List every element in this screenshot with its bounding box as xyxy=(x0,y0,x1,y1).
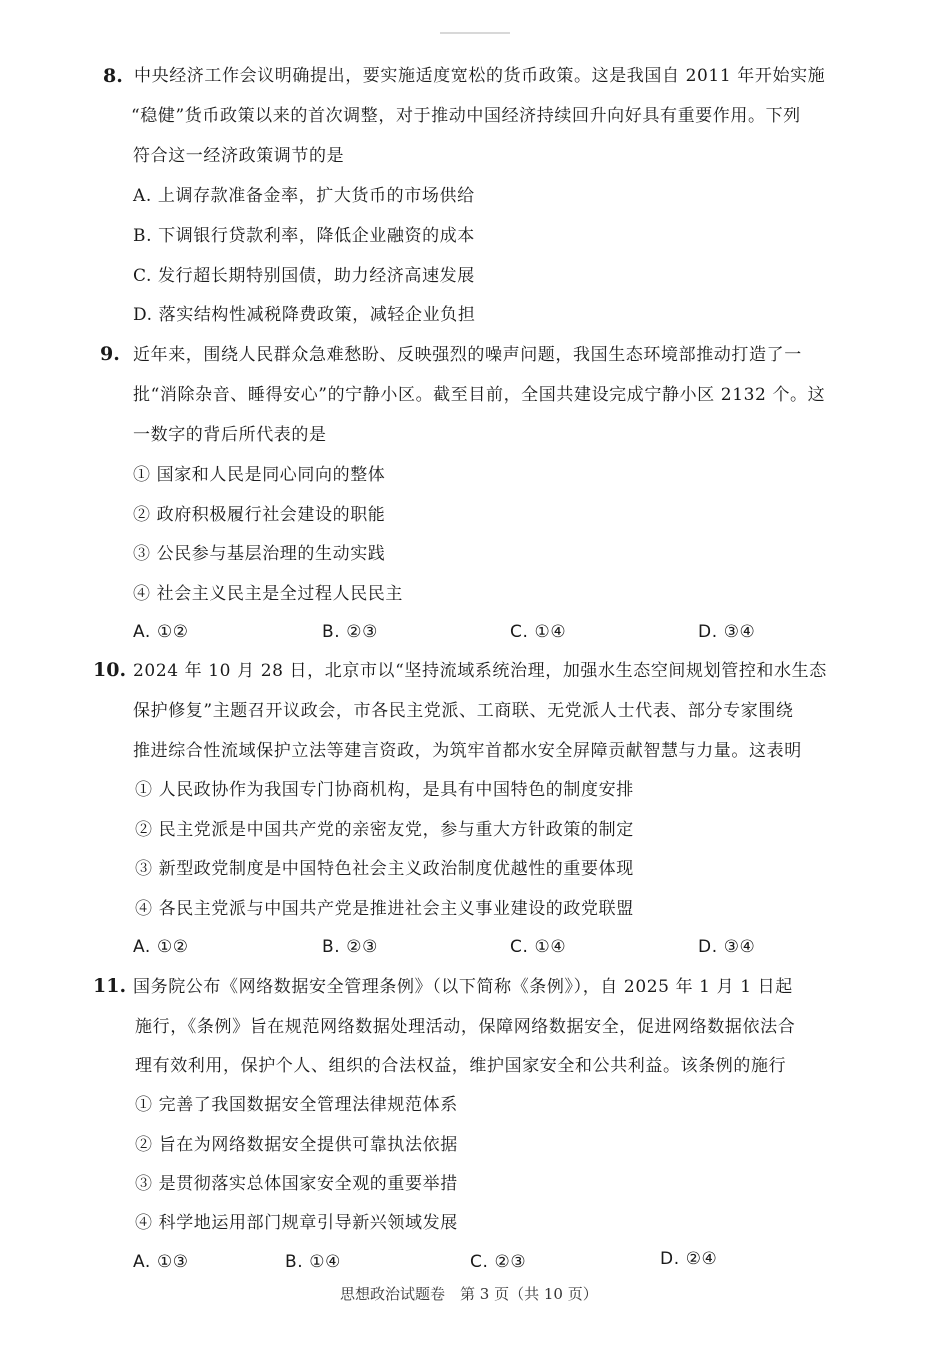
statement-1: ① 完善了我国数据安全管理法律规范体系 xyxy=(135,1095,458,1115)
statement-4: ④ 科学地运用部门规章引导新兴领域发展 xyxy=(135,1213,458,1233)
statement-3: ③ 是贯彻落实总体国家安全观的重要举措 xyxy=(135,1174,458,1194)
statement-4: ④ 各民主党派与中国共产党是推进社会主义事业建设的政党联盟 xyxy=(135,899,634,919)
answer-option-c: C. 发行超长期特别国债，助力经济高速发展 xyxy=(133,266,475,286)
question-stem-line: 2024 年 10 月 28 日，北京市以“坚持流域系统治理，加强水生态空间规划管控和水生态 xyxy=(133,661,827,681)
choice-d: D. ③④ xyxy=(698,622,756,642)
statement-1: ① 国家和人民是同心同向的整体 xyxy=(133,465,386,485)
question-stem-line: 近年来，围绕人民群众急难愁盼、反映强烈的噪声问题，我国生态环境部推动打造了一 xyxy=(133,345,802,365)
page-footer: 思想政治试题卷 第 3 页（共 10 页） xyxy=(340,1285,598,1303)
statement-3: ③ 公民参与基层治理的生动实践 xyxy=(133,544,386,564)
statement-2: ② 民主党派是中国共产党的亲密友党，参与重大方针政策的制定 xyxy=(135,820,634,840)
choice-a: A. ①② xyxy=(133,937,189,957)
question-stem-line: 理有效利用，保护个人、组织的合法权益，维护国家安全和公共利益。该条例的施行 xyxy=(135,1056,787,1076)
choice-a: A. ①③ xyxy=(133,1252,189,1272)
statement-2: ② 政府积极履行社会建设的职能 xyxy=(133,505,386,525)
question-stem-line: 批“消除杂音、睡得安心”的宁静小区。截至目前，全国共建设完成宁静小区 2132 个。这 xyxy=(133,385,826,405)
question-stem-line: 中央经济工作会议明确提出，要实施适度宽松的货币政策。这是我国自 2011 年开始实施 xyxy=(134,66,826,86)
statement-1: ① 人民政协作为我国专门协商机构，是具有中国特色的制度安排 xyxy=(135,780,634,800)
choice-c: C. ①④ xyxy=(510,937,567,957)
question-number: 9. xyxy=(100,343,120,365)
choice-b: B. ②③ xyxy=(322,937,378,957)
statement-3: ③ 新型政党制度是中国特色社会主义政治制度优越性的重要体现 xyxy=(135,859,634,879)
choice-d: D. ②④ xyxy=(660,1249,718,1269)
question-stem-line: 保护修复”主题召开议政会，市各民主党派、工商联、无党派人士代表、部分专家围绕 xyxy=(133,701,794,721)
answer-option-d: D. 落实结构性减税降费政策，减轻企业负担 xyxy=(133,305,476,325)
answer-option-b: B. 下调银行贷款利率，降低企业融资的成本 xyxy=(133,226,475,246)
question-number: 11. xyxy=(93,975,127,997)
answer-option-a: A. 上调存款准备金率，扩大货币的市场供给 xyxy=(133,186,475,206)
question-stem-line: 国务院公布《网络数据安全管理条例》（以下简称《条例》），自 2025 年 1 月 1 日起 xyxy=(133,977,793,997)
question-stem-line: 推进综合性流域保护立法等建言资政，为筑牢首都水安全屏障贡献智慧与力量。这表明 xyxy=(133,741,802,761)
question-stem-line: “稳健”货币政策以来的首次调整，对于推动中国经济持续回升向好具有重要作用。下列 xyxy=(131,106,801,126)
question-number: 10. xyxy=(93,659,127,681)
choice-c: C. ②③ xyxy=(470,1252,527,1272)
choice-b: B. ①④ xyxy=(285,1252,341,1272)
statement-2: ② 旨在为网络数据安全提供可靠执法依据 xyxy=(135,1135,458,1155)
statement-4: ④ 社会主义民主是全过程人民民主 xyxy=(133,584,404,604)
choice-d: D. ③④ xyxy=(698,937,756,957)
question-stem-line: 一数字的背后所代表的是 xyxy=(133,425,327,445)
question-stem-line: 施行，《条例》旨在规范网络数据处理活动，保障网络数据安全，促进网络数据依法合 xyxy=(135,1017,796,1037)
question-number: 8. xyxy=(103,65,123,87)
scan-mark xyxy=(440,32,510,34)
choice-c: C. ①④ xyxy=(510,622,567,642)
question-stem-line: 符合这一经济政策调节的是 xyxy=(133,146,345,166)
choice-a: A. ①② xyxy=(133,622,189,642)
choice-b: B. ②③ xyxy=(322,622,378,642)
